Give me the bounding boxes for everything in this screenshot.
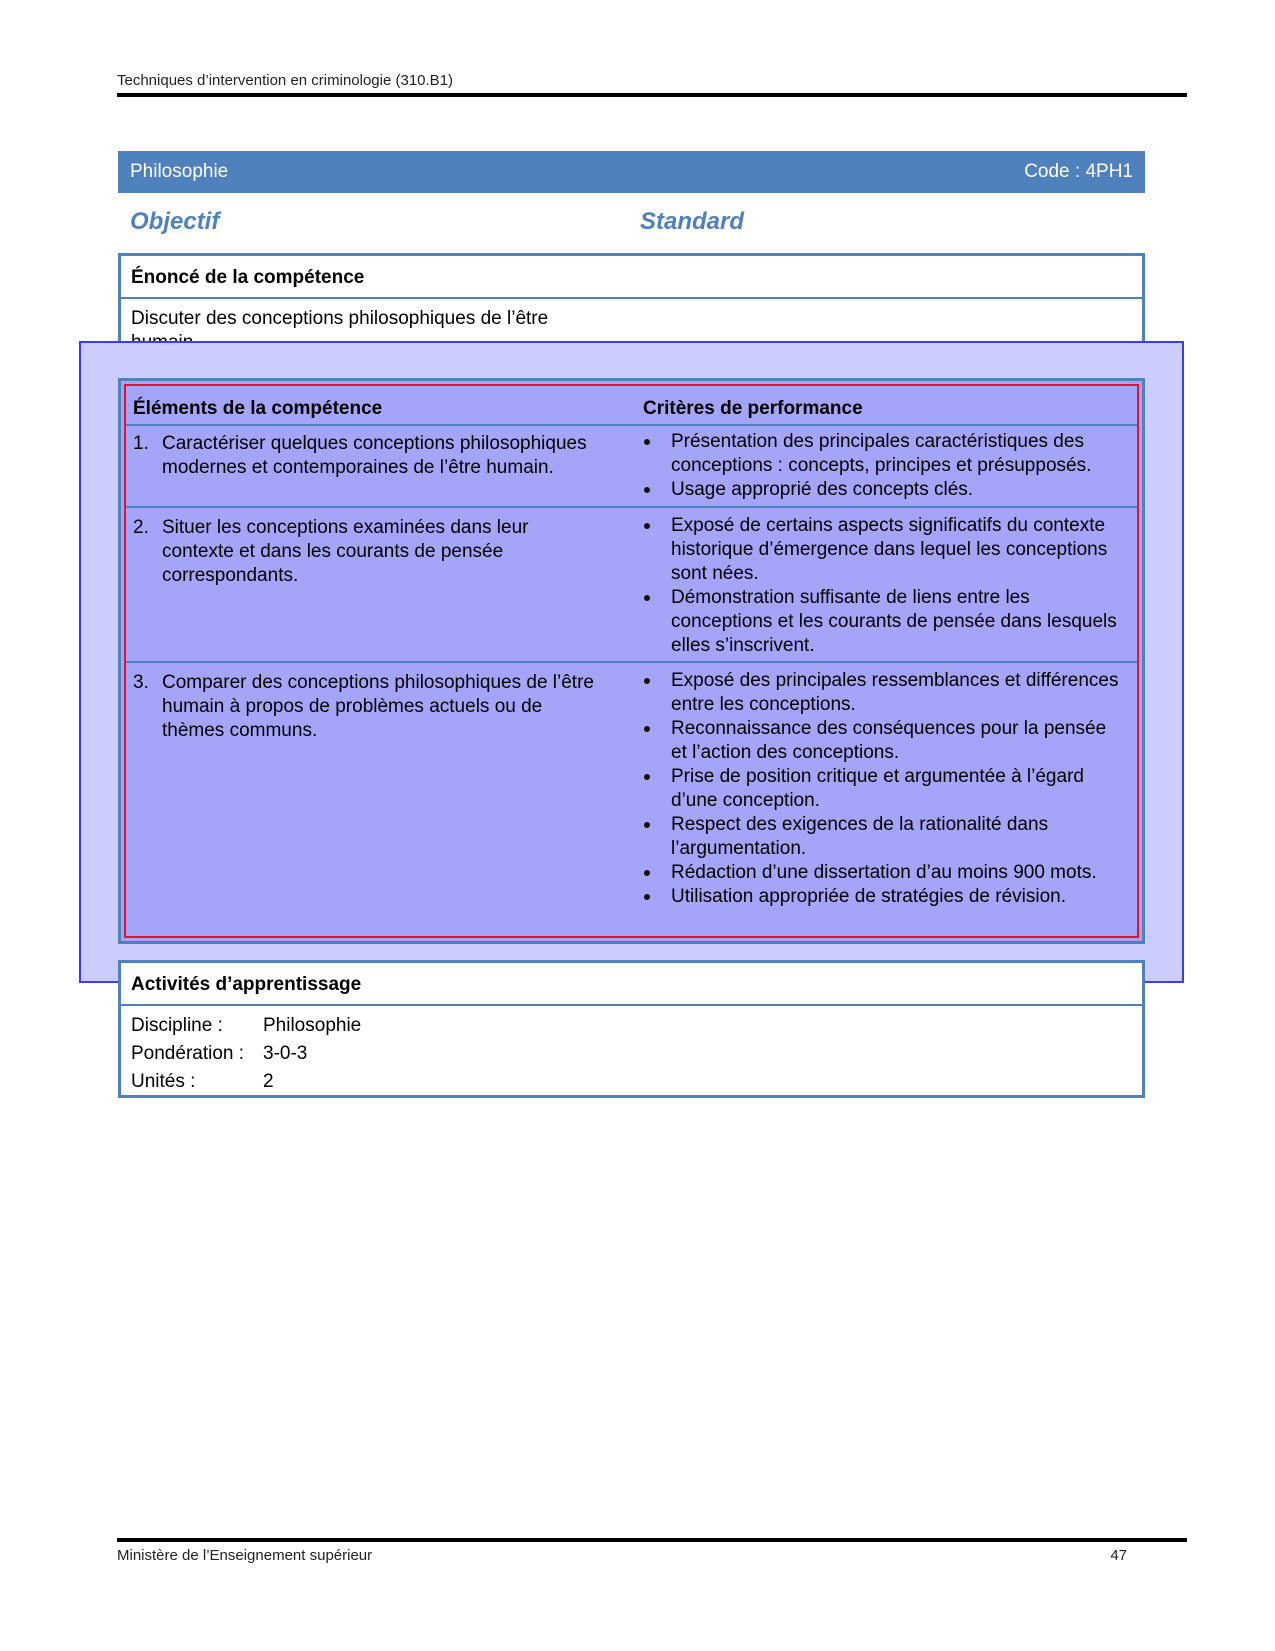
element-text: Caractériser quelques conceptions philosophiques modernes et contemporaines de l’être humain. — [162, 433, 587, 478]
competency-statement: Discuter des conceptions philosophiques de l’être — [131, 308, 549, 329]
competency-title: Énoncé de la compétence — [121, 256, 1142, 299]
criterion-item: Prise de position critique et argumentée à l’égard d’une conception. — [643, 765, 1121, 813]
units-label: Unités : — [131, 1071, 196, 1092]
units-row — [121, 1068, 1142, 1096]
standard-heading: Standard — [640, 208, 745, 235]
criterion-item: Présentation des principales caractéristiques des conceptions : concepts, principes et présupposés. — [643, 430, 1121, 478]
criterion-item: Rédaction d’une dissertation d’au moins 900 mots. — [643, 861, 1121, 885]
activities-title: Activités d’apprentissage — [121, 963, 1142, 1006]
running-header — [117, 72, 1187, 97]
weighting-label: Pondération : — [131, 1043, 245, 1064]
running-footer — [117, 1538, 1187, 1564]
course-banner — [118, 151, 1145, 193]
course-name: Philosophie — [130, 161, 229, 182]
activities-box — [118, 960, 1145, 1098]
criteria-column-header: Critères de performance — [643, 398, 863, 419]
discipline-label: Discipline : — [131, 1015, 223, 1036]
course-code: Code : 4PH1 — [1024, 161, 1133, 182]
elements-table — [118, 378, 1145, 944]
criterion-item: Exposé des principales ressemblances et différences entre les conceptions. — [643, 669, 1121, 717]
weighting-row — [121, 1040, 1142, 1068]
element-row — [126, 663, 1137, 943]
discipline-value: Philosophie — [263, 1015, 362, 1036]
criterion-item: Usage approprié des concepts clés. — [643, 478, 1121, 502]
elements-header-row — [126, 386, 1137, 426]
criterion-item: Exposé de certains aspects significatifs du contexte historique d’émergence dans lequel les conceptions sont nées. — [643, 514, 1121, 586]
criterion-item: Respect des exigences de la rationalité dans l’argumentation. — [643, 813, 1121, 861]
element-number: 3. — [133, 672, 149, 693]
page-number: 47 — [1110, 1547, 1127, 1564]
element-row — [126, 426, 1137, 508]
program-title: Techniques d’intervention en criminologie (310.B1) — [117, 72, 454, 89]
ministry-name: Ministère de l’Enseignement supérieur — [117, 1547, 373, 1564]
elements-table-inner — [124, 384, 1139, 938]
units-value: 2 — [263, 1071, 274, 1092]
criterion-item: Utilisation appropriée de stratégies de révision. — [643, 885, 1121, 909]
element-number: 2. — [133, 517, 149, 538]
discipline-row — [121, 1012, 1142, 1040]
weighting-value: 3-0-3 — [263, 1043, 308, 1064]
objective-heading: Objectif — [130, 208, 220, 235]
section-headings — [130, 208, 760, 240]
criterion-item: Démonstration suffisante de liens entre les conceptions et les courants de pensée dans lesquels elles s’inscrivent. — [643, 586, 1121, 658]
criterion-item: Reconnaissance des conséquences pour la pensée et l’action des conceptions. — [643, 717, 1121, 765]
element-text: Situer les conceptions examinées dans leur contexte et dans les courants de pensée correspondants. — [162, 517, 529, 586]
element-row — [126, 508, 1137, 663]
element-number: 1. — [133, 433, 149, 454]
elements-column-header: Éléments de la compétence — [133, 398, 383, 419]
element-text: Comparer des conceptions philosophiques de l’être humain à propos de problèmes actuels ou de thèmes communs. — [162, 672, 594, 741]
